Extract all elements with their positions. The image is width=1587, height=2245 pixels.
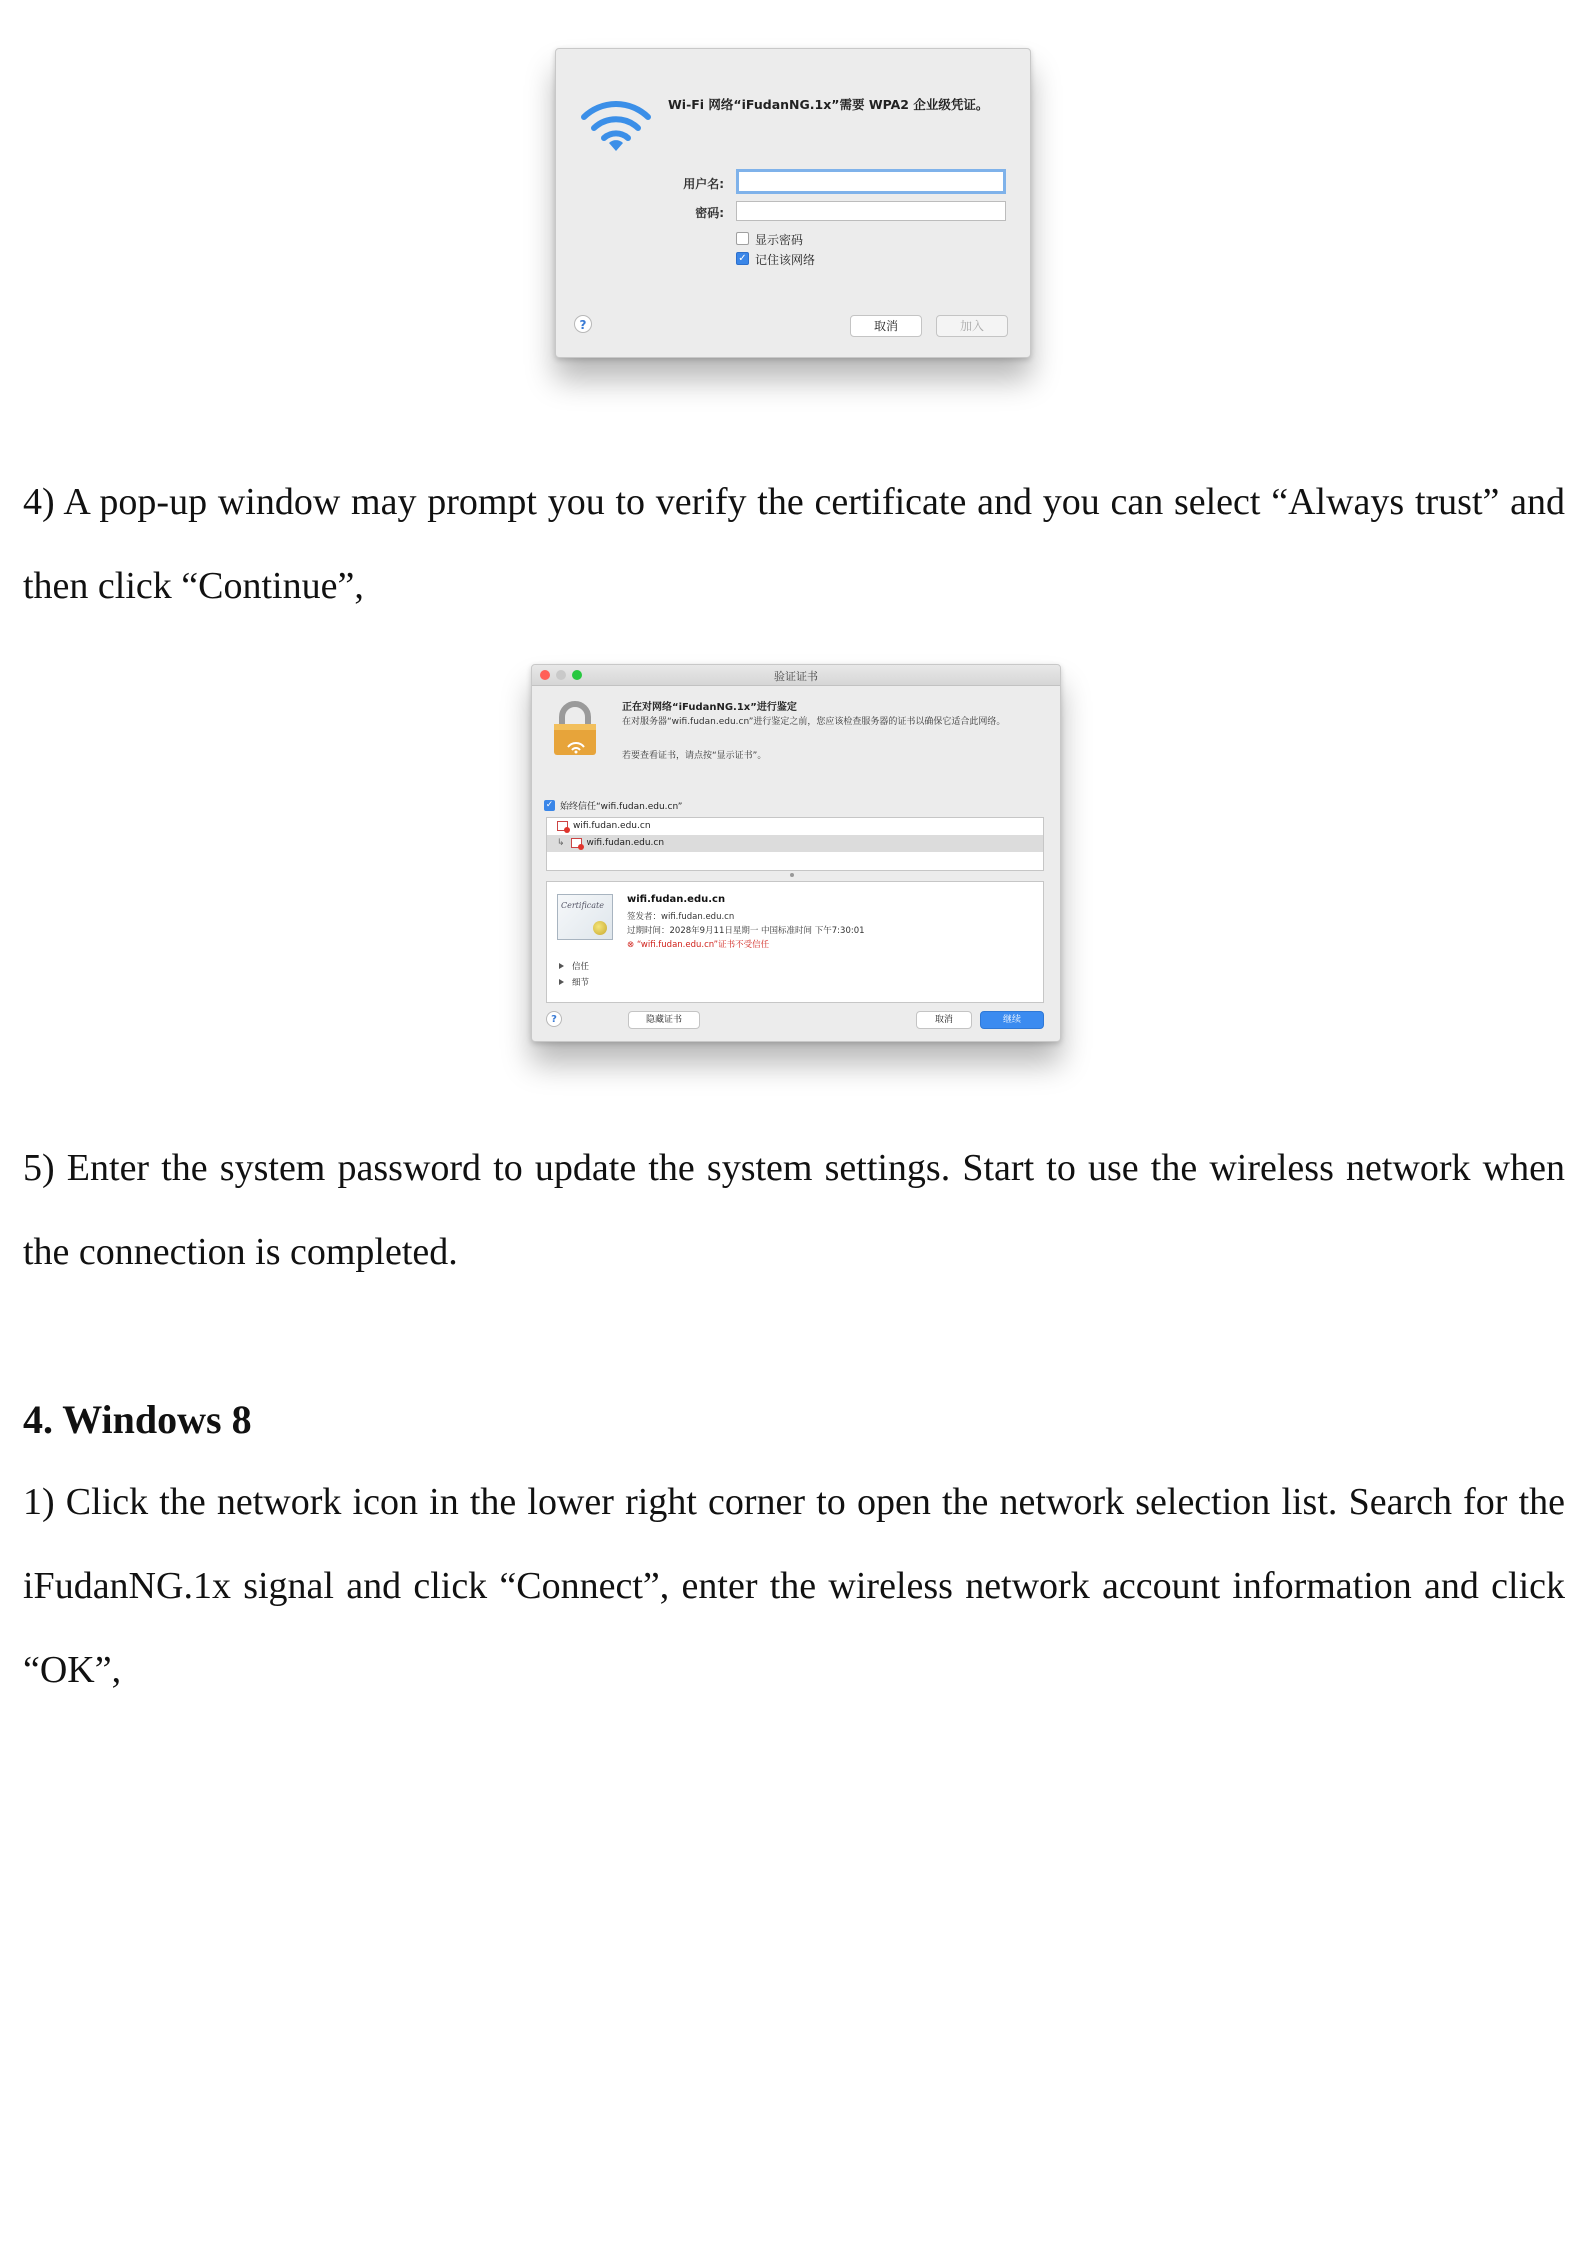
dialog-heading: 正在对网络“iFudanNG.1x”进行鉴定 xyxy=(622,702,797,713)
certificate-image: Certificate xyxy=(557,894,613,940)
certificate-icon xyxy=(557,821,568,831)
password-field[interactable] xyxy=(736,201,1006,221)
list-item[interactable]: ↳ wifi.fudan.edu.cn xyxy=(547,835,1043,852)
trust-expander[interactable]: 信任 xyxy=(559,960,589,972)
lock-icon xyxy=(550,701,600,757)
username-label: 用户名: xyxy=(683,177,724,191)
username-field[interactable] xyxy=(736,169,1006,194)
splitter-handle[interactable] xyxy=(790,873,794,877)
verify-certificate-dialog xyxy=(531,664,1061,1042)
step-1-paragraph: 1) Click the network icon in the lower right corner to open the network selection list. Search for the iFudanNG.1x signal and click “Connect”, enter the wireless network account information and click “OK”, xyxy=(23,1481,1565,1691)
window-title: 验证证书 xyxy=(774,670,818,683)
remember-network-label: 记住该网络 xyxy=(755,253,816,267)
help-button[interactable]: ? xyxy=(546,1011,562,1027)
warning-text: ⊗ “wifi.fudan.edu.cn”证书不受信任 xyxy=(627,940,770,950)
hide-certificate-button[interactable]: 隐藏证书 xyxy=(628,1011,700,1029)
help-button[interactable]: ? xyxy=(574,315,592,333)
title-bar xyxy=(532,665,1060,686)
always-trust-label: 始终信任“wifi.fudan.edu.cn” xyxy=(560,802,683,812)
show-password-label: 显示密码 xyxy=(755,233,804,247)
details-expander[interactable]: 细节 xyxy=(559,976,589,988)
expiry-text: 过期时间：2028年9月11日星期一 中国标准时间 下午7:30:01 xyxy=(627,926,865,936)
certificate-chain-list xyxy=(546,817,1044,871)
dialog-title: Wi-Fi 网络“iFudanNG.1x”需要 WPA2 企业级凭证。 xyxy=(668,97,989,112)
certificate-icon xyxy=(571,838,582,848)
certificate-name: wifi.fudan.edu.cn xyxy=(627,894,726,905)
wifi-icon xyxy=(580,97,652,153)
dialog-hint: 若要查看证书，请点按“显示证书”。 xyxy=(622,751,767,761)
password-label: 密码: xyxy=(695,206,724,220)
issuer-text: 签发者：wifi.fudan.edu.cn xyxy=(627,912,735,922)
join-button[interactable]: 加入 xyxy=(936,315,1008,337)
show-password-checkbox[interactable] xyxy=(736,232,749,245)
error-icon: ⊗ xyxy=(627,940,637,950)
dialog-description: 在对服务器“wifi.fudan.edu.cn”进行鉴定之前，您应该检查服务器的证书以确保它适合此网络。 xyxy=(622,717,1006,727)
remember-network-checkbox[interactable]: ✓ xyxy=(736,252,749,265)
always-trust-checkbox[interactable]: ✓ xyxy=(545,800,554,810)
disclosure-triangle-icon xyxy=(559,979,564,985)
wifi-credentials-dialog xyxy=(555,48,1031,358)
continue-button[interactable]: 继续 xyxy=(980,1011,1044,1029)
certificate-detail-pane xyxy=(546,881,1044,1003)
disclosure-triangle-icon xyxy=(559,963,564,969)
child-arrow-icon: ↳ xyxy=(557,838,565,848)
list-item[interactable]: wifi.fudan.edu.cn xyxy=(547,818,1043,835)
cancel-button[interactable]: 取消 xyxy=(916,1011,972,1029)
cancel-button[interactable]: 取消 xyxy=(850,315,922,337)
section-heading: 4. Windows 8 xyxy=(23,1397,252,1442)
step-5-paragraph: 5) Enter the system password to update the system settings. Start to use the wireless network when the connection is completed. xyxy=(23,1147,1565,1273)
step-4-paragraph: 4) A pop-up window may prompt you to verify the certificate and you can select “Always trust” and then click “Continue”, xyxy=(23,481,1565,607)
